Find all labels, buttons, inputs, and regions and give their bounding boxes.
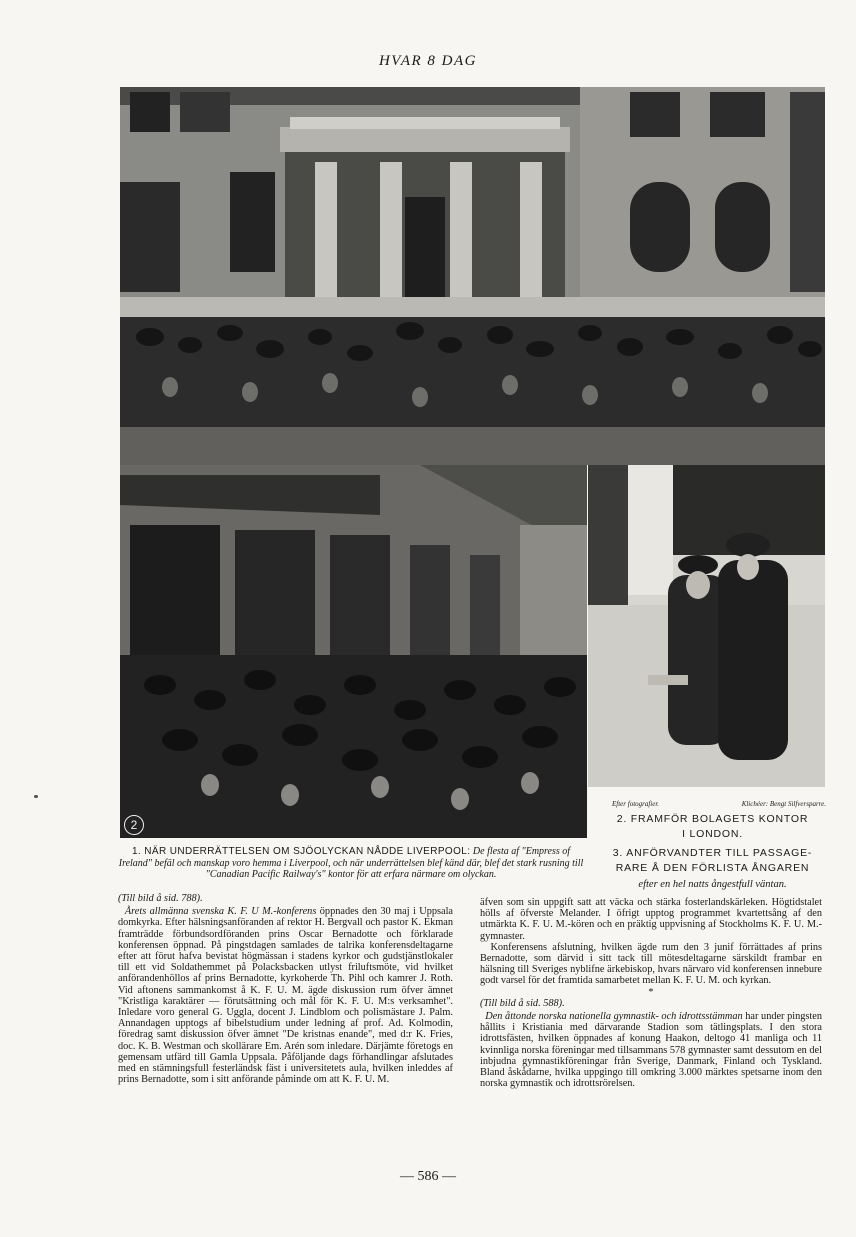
article-right-body: har under pingsten hållits i Kristiania med därvarande Stadion som tätlingsplats. I den stora idrottsfästen, hvilken öppnades af konung Haakon, deltogo 41 manliga och 11 kvinnliga norska föreningar med tillsammans 578 gymnaster samt dessutom en del inbjudna gymnastikföreningar från Sverige, Danmark, Finland och Tyskland. Bland åskådarne, hvilka uppgingo till omkring 3.000 märktes spetsarne inom den norska gymnastik och idrottsrörelsen. <box>480 1011 823 1090</box>
page-header: HVAR 8 DAG <box>378 53 478 69</box>
photo-credits <box>612 800 826 808</box>
article-right-body-para <box>480 1011 822 1089</box>
article-left-ref: (Till bild å sid. 788). <box>118 893 203 904</box>
section-divider-star: * <box>648 986 654 998</box>
article-right-ref: (Till bild å sid. 588). <box>480 997 565 1009</box>
caption-1 <box>118 846 584 881</box>
photo-london-office <box>120 465 587 838</box>
caption-3 <box>600 846 825 876</box>
article-right-column <box>480 897 822 1089</box>
caption-3-line2: RARE Å DEN FÖRLISTA ÅNGAREN <box>615 862 810 874</box>
caption-3-sub: efter en hel natts ångestfull väntan. <box>638 879 787 890</box>
article-left-body: öppnades den 30 maj i Uppsala domkyrka. Efter hälsningsanföranden af rektor H. Bergvall och pastor K. Ekman framträdde förbundsordföranden prins Oscar Bernadotte och förklarade konferensen öppnad. På pingstdagen samlades de talrika konferensdeltagarne efter att förut hafva bevistat högmässan i stadens kyrkor och gudstjänstlokaler till ett vid Soldathemmet på Polacksbacken utlyst friluftsmöte, vid hvilket anförandenhöllos af prins Bernadotte, kyrkoherde Th. Pihl och kamrer J. Roth. Vid aftonens sammankomst å K. F. U. M. ägde diskussion rum öfver ämnet "Kristliga karaktärer — förutsättning och mål för K. F. U. M:s verksamhet". Inledare voro general G. Uggla, docent J. Lindblom och polismästare J. Palm. Annandagen upptogs af bibelstudium under ledning af prof. Ad. Kolmodin, föredrag samt diskussion öfver ämnet "De kristnas enande", med d:r K. Fries, doc. K. B. Westman och skollärare Em. Arén som inledare. Därjämte företogs en gemensam utfärd till Gamla Uppsala. Påföljande dags förhandlingar afslutades med en stämningsfull festerländsk fäst i universitetets aula, hvilken inleddes af prins Bernadotte, som i sitt anförande påminde om att K. F. U. M. <box>118 906 454 1086</box>
caption-3-line1: 3. ANFÖRVANDTER TILL PASSAGE- <box>612 847 813 859</box>
article-left-body-para <box>118 906 453 1085</box>
article-right-para1: äfven som sin uppgift satt att väcka och stärka fosterlandskärleken. Högtidstalet hölls af öfverste Melander. I öfrigt upptog programmet kvartettsång af den utmärkta K. F. U. M.-kören och en präktig uppvisning af Stockholms K. F. U. M.-gymnaster. <box>480 897 822 942</box>
margin-mark <box>34 795 38 798</box>
caption-2-line1: 2. FRAMFÖR BOLAGETS KONTOR <box>616 813 809 825</box>
caption-1-lead: 1. NÄR UNDERRÄTTELSEN OM SJÖOLYCKAN NÅDDE LIVERPOOL: <box>131 846 471 857</box>
article-right-para2 <box>480 942 822 987</box>
caption-2 <box>600 812 825 842</box>
block-credit: Klichéer: Bengt Silfversparre. <box>741 800 826 808</box>
photo-liverpool-crowd <box>120 87 825 465</box>
article-right-para2-text: Konferensens afslutning, hvilken ägde rum den 3 junif förrättades af prins Bernadotte, som därvid i sitt tack till mötesdeltagarne särskildt frambar en hälsning till Sveriges nyblifne ärkebiskop, hvars närvaro vid konferensen innebure godt varsel för det framtida samarbetet mellan K. F. U. M. och kyrkan. <box>480 941 822 987</box>
photo-relatives-waiting <box>588 465 825 787</box>
photo-credit: Efter fotografier. <box>612 800 660 808</box>
article-left-column <box>118 893 453 1085</box>
caption-1-body: De flesta af "Empress of Ireland" befäl och manskap voro hemma i Liverpool, och när underrättelsen blef känd där, blef det stark rusning till "Canadian Pacific Railway's" kontor för att erfara närmare om olyckan. <box>118 846 584 880</box>
photo-number-badge: 2 <box>124 815 144 835</box>
article-right-lead: Den åttonde norska nationella gymnastik- och idrottsstämman <box>485 1011 743 1023</box>
caption-2-line2: I LONDON. <box>682 828 743 840</box>
page-number: — 586 — <box>400 1169 456 1184</box>
article-left-lead: Årets allmänna svenska K. F. U M.-konferens <box>124 906 317 918</box>
